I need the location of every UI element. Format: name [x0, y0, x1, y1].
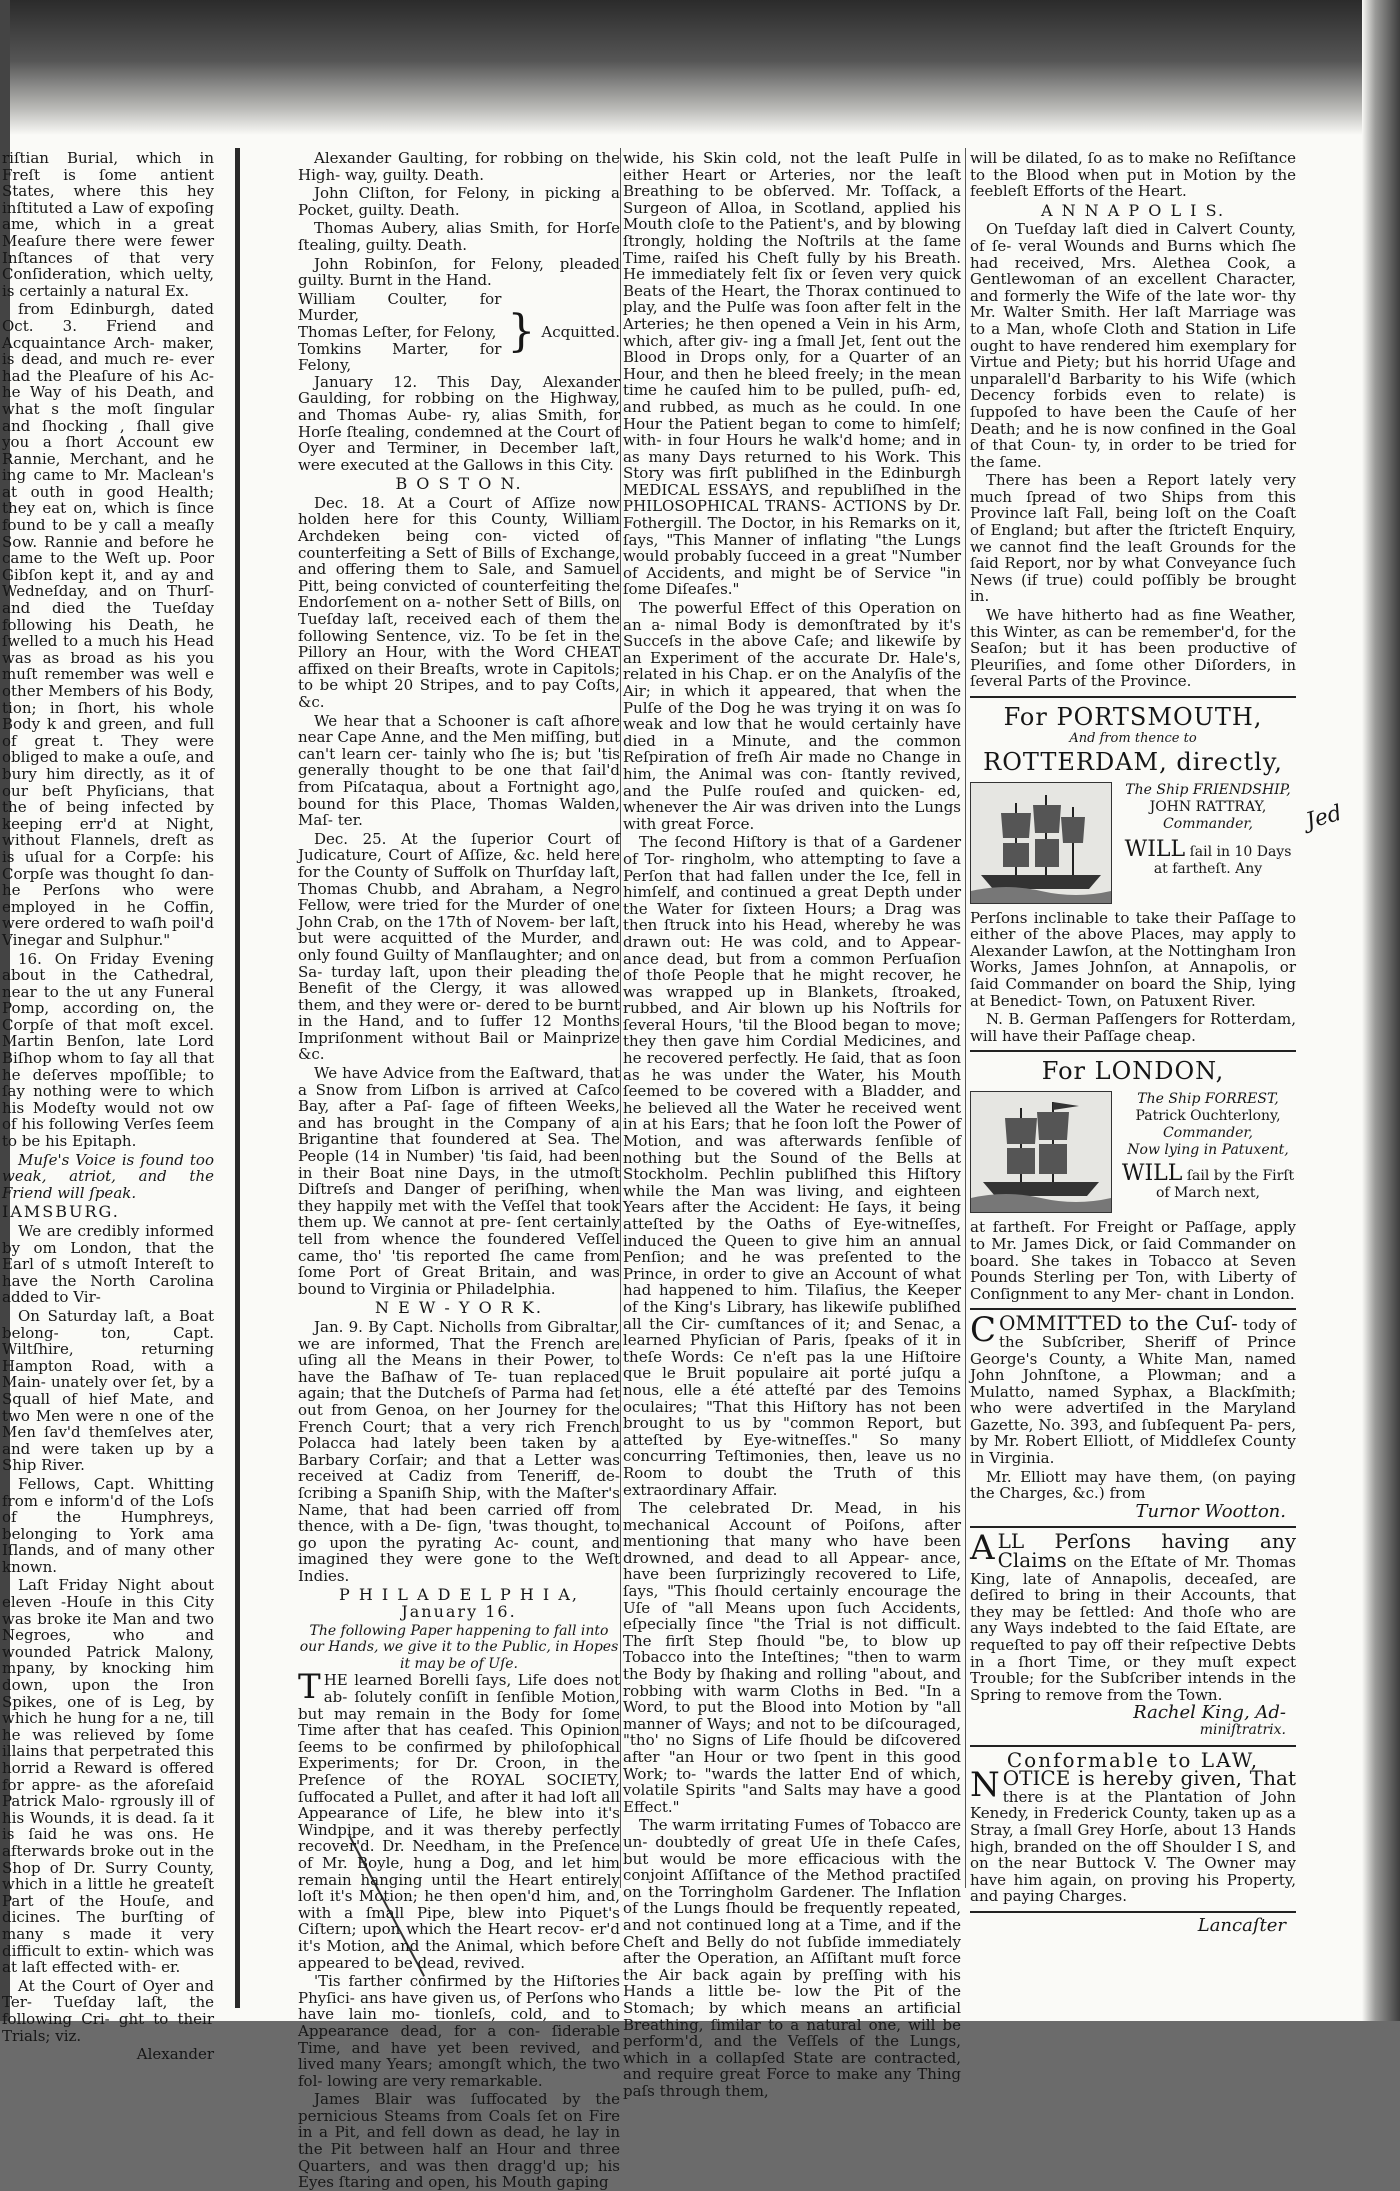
ad1-sub: And from thence to: [1069, 731, 1197, 746]
ad-divider: [970, 1050, 1296, 1052]
ad-divider: [970, 1745, 1296, 1747]
ad1-body-start: ſail in 10 Days at fartheſt. Any: [1153, 843, 1292, 877]
annapolis-para: There has been a Report lately very much ſpread of two Ships from this Province laſt Fall, being loſt on the Coaſt of England; but after the ſtricteſt Enquiry, we cannot find the leaſt Grounds for the ſaid Report, nor by what Conveyance ſuch News (if true) could poſſibly be brought in.: [970, 471, 1296, 606]
ad1-nb: N. B. German Paſſengers for Rotterdam, will have their Paſſage cheap.: [970, 1010, 1296, 1045]
left-para: At the Court of Oyer and Ter- Tueſday laſt, the following Cri- ght to their Trials; viz.: [2, 1976, 214, 2045]
left-para: from Edinburgh, dated Oct. 3. Friend and Acquaintance Arch- maker, is dead, and much re- ever had the Pleaſure of his Ac- he Way of his Death, and what s the moſt ſingular and ſhocking , ſhall give you a ſhort Account ew Rannie, Merchant, and he ing came to Mr. Maclean's at outh in good Health; they eat on, which is ſince found to be y call a meaſly Sow. Rannie and before he came to the Weſt up. Poor Gibſon kept it, and ay and Wedneſday, and on Thurſ- and died the Tueſday following his Death, he ſwelled to a much his Head was as broad as his you muſt remember was well e other Members of his Body, tion; in ſhort, his whole Body k and green, and full of great t. They were obliged to make a ouſe, and bury him directly, as it of our beſt Phyſicians, that the of being infected by keeping err'd at Night, without Flannels, dreſt as is uſual for a Corpſe: his Corpſe was thought ſo dan- he Perſons who were employed in he Coffin, were ordered to waſh poil'd Vinegar and Sulphur.": [2, 300, 214, 949]
scan-shadow-right: [1362, 0, 1400, 2021]
ad1-for: For PORTSMOUTH,: [1003, 703, 1263, 731]
king-notice: [970, 1528, 1296, 1704]
scan-shadow-top: [0, 0, 1400, 135]
ad2-will: WILL: [1121, 1161, 1183, 1187]
ad-divider: [970, 1911, 1296, 1913]
column-1: [298, 149, 620, 2191]
ad1-block: [970, 782, 1296, 904]
annapolis-para: We have hitherto had as fine Weather, this Winter, as can be remember'd, for the Seaſon; but it has been productive of Pleuriſies, and ſome other Diſorders, in ſeveral Parts of the Province.: [970, 606, 1296, 691]
ad2-body: at fartheſt. For Freight or Paſſage, apply to Mr. James Dick, or ſaid Commander on board. She takes in Tobacco at Seven Pounds Sterling per Ton, with Liberty of Conſignment to any Mer- chant in London.: [970, 1218, 1296, 1303]
ad2-body-start: ſail by the Firſt of March next,: [1155, 1168, 1295, 1202]
trial-entry: John Robinſon, for Felony, pleaded guilty. Burnt in the Hand.: [298, 254, 620, 290]
margin-handwriting: Jed: [1303, 800, 1345, 835]
col3-top: will be dilated, ſo as to make no Reſiſtance to the Blood when put in Motion by the feebleſt Efforts of the Heart.: [970, 149, 1296, 201]
ad1-body: Perſons inclinable to take their Paſſage to either of the above Places, may apply to Alexander Lawſon, at the Nottingham Iron Works, James Johnſon, at Annapolis, or ſaid Commander on board the Ship, lying at Benedict- Town, on Patuxent River.: [970, 908, 1296, 1010]
column-2: [623, 149, 962, 2100]
heading-philadelphia: P H I L A D E L P H I A, January 16.: [339, 1585, 579, 1622]
ad2-for: For LONDON,: [1041, 1057, 1225, 1086]
left-para: riſtian Burial, which in Freſt is ſome antient States, where this hey inſtituted a Law of expoſing ame, which in a great Meaſure there were fewer Inſtances of that very Conſideration, which uelty, is certainly a natural Ex.: [2, 149, 214, 300]
boston-para: Dec. 25. At the ſuperior Court of Judicature, Court of Aſſize, &c. held here for the County of Suffolk on Thurſday laſt, Thomas Chubb, and Abraham, a Negro Fellow, were tried for the Murder of one John Crab, on the 17th of Novem- ber laſt, but were acquitted of the Murder, and only found Guilty of Manſlaughter; and on Sa- turday laſt, upon their pleading the Benefit of the Clergy, it was allowed them, and they were or- dered to be burnt in the Hand, and to ſuffer 12 Months Impriſonment without Bail or Mainprize &c.: [298, 829, 620, 1064]
ad-divider: [970, 1308, 1296, 1310]
column-rule: [620, 148, 621, 1888]
law-lead: OTICE is hereby given, That: [1002, 1766, 1296, 1791]
committed-signature: Turnor Wootton.: [1135, 1500, 1286, 1522]
left-para: 16. On Friday Evening about in the Cathedral, near to the ut any Funeral Pomp, according on, the Corpſe of that moſt excel. Martin Benſon, late Lord Biſhop whom to ſay all that he deſerves mpoſſible; to ſay nothing were to which his Modeſty would not ow of his following Verſes ſeem to be his Epitaph.: [2, 949, 214, 1151]
law-heading: Conformable to LAW,: [1006, 1747, 1260, 1772]
boston-para: We hear that a Schooner is caſt aſhore near Cape Anne, and the Men miſſing, but can't learn cer- tainly who ſhe is; but 'tis generally thought to be one that ſail'd from Piſcataqua, about a Fortnight ago, bound for this Place, Thomas Walden, Maſ- ter.: [298, 711, 620, 830]
ad1-dest: ROTTERDAM, directly,: [983, 747, 1283, 776]
law-notice: [970, 1765, 1296, 1906]
col2-para: The celebrated Dr. Mead, in his mechanical Account of Poiſons, after mentioning that many who have been drowned, and dead to all Appear- ance, have been ſurprizingly recovered to Life, ſays, "This ſhould certainly encourage the Uſe of "all Means upon ſuch Accidents, eſpecially ſince "the Trial is not difficult. The firſt Step ſhould "be, to blow up Tobacco into the Inteſtines; "then to warm the Body by ſhaking and rolling "about, and robbing with warm Cloths in Bed. "In a Word, to put the Blood into Motion by "all manner of Ways; and not to be diſcouraged, "tho' no Signs of Life ſhould be diſcovered after "an Hour or two ſpent in this good Work; to- "wards the latter End of which, volatile Spirits "and Salts may have a good Effect.": [623, 1499, 961, 1816]
acquitted-group: [298, 291, 620, 374]
borelli-text: HE learned Borelli ſays, Life does not ab- ſolutely conſiſt in ſenſible Motion, but may remain in the Body for ſome Time after that has ceaſed. This Opinion ſeems to be confirmed by philoſophical Experiments; for Dr. Croon, in the Preſence of the ROYAL SOCIETY, ſuffocated a Pullet, and after it had loſt all Appearance of Life, he blew into it's Windpipe, and it was thereby perfectly recover'd. Dr. Needham, in the Preſence of Mr. Boyle, hung a Dog, and let him remain hanging until the Heart entirely loſt it's Motion; he then open'd him, and, with a ſmall Pipe, blew into Piquet's Ciſtern; upon which the Heart recov- er'd it's Motion, and the Animal, which before appeared to be dead, revived.: [298, 1671, 620, 1972]
col2-para: The warm irritating Fumes of Tobacco are un- doubtedly of great Uſe in theſe Caſes, but would be more efficacious with the conjoint Aſſiſtance of the Method practiſed on the Torringholm Gardener. The Inflation of the Lungs ſhould be frequently repeated, and not continued long at a Time, and if the Cheſt and Belly do not ſubſide immediately after the Operation, an Aſſiſtant muſt force the Air back again by preſſing with his Hands a little be- low the Pit of the Stomach; by which means an artificial Breathing, ſimilar to a natural one, will be perform'd, and the Veſſels of the Lungs, which in a collapſed State are contracted, and require great Force to make any Thing paſs through them,: [623, 1816, 962, 2100]
law-body: there is at the Plantation of John Kenedy, in Frederick County, taken up as a Stray, a ſmall Grey Horſe, about 13 Hands high, branded on the off Shoulder I S, and on the near Buttock V. The Owner may have him again, on proving his Property, and paying Charges.: [970, 1787, 1296, 1906]
column-rule: [965, 148, 966, 1888]
committed-notice: [970, 1310, 1296, 1468]
trial-entry: Thomas Aubery, alias Smith, for Horſe ſtealing, guilty. Death.: [298, 219, 620, 254]
acquitted-label: Acquitted.: [541, 322, 620, 341]
trial-intro: Alexander Gaulting, for robbing on the High- way, guilty. Death.: [298, 149, 620, 184]
acquitted-name: William Coulter, for Murder,: [298, 289, 502, 325]
left-para: On Saturday laſt, a Boat belong- ton, Capt. Wiltſhire, returning Hampton Road, with a Main- unately over ſet, by a Squall of hief Mate, and two Men were n one of the Men ſav'd themſelves ater, and were taken up by a Ship River.: [2, 1306, 214, 1475]
left-para: We are credibly informed by om London, that the Earl of s utmoſt Intereſt to have the North Carolina added to Vir-: [2, 1222, 214, 1307]
drop-cap: N: [970, 1765, 1000, 1806]
ad2-lying: Now lying in Patuxent,: [1127, 1142, 1289, 1159]
borelli-para: [298, 1667, 620, 1972]
heading-annapolis: A N N A P O L I S.: [1040, 200, 1226, 220]
ad2-block: [970, 1091, 1296, 1213]
boston-para: We have Advice from the Eaſtward, that a Snow from Liſbon is arrived at Caſco Bay, after a Paſ- ſage of fifteen Weeks, and has brought in the Company of a Brigantine that foundered at Sea. The People (14 in Number) 'tis ſaid, had been in their Boat nine Days, in the utmoſt Diſtreſs and Danger of periſhing, when they happily met with the Veſſel that took them up. We cannot at pre- ſent certainly tell from whence the foundered Veſſel came, tho' 'tis reported ſhe came from ſome Port of Great Britain, and was bound to Virginia or Philadelphia.: [298, 1064, 620, 1298]
ad1-will: WILL: [1124, 836, 1186, 862]
acquitted-name: Thomas Leſter, for Felony,: [298, 322, 497, 341]
ad2-role: Commander,: [1163, 1125, 1253, 1142]
catchword: Lancaſter: [1197, 1914, 1286, 1936]
blair-para: James Blair was ſuffocated by the pernicious Steams from Coals ſet on Fire in a Pit, and fell down as dead, he lay in the Pit between half an Hour and three Quarters, and was then dragg'd up; his Eyes ſtaring and open, his Mouth gaping: [298, 2090, 620, 2191]
annapolis-para: On Tueſday laſt died in Calvert County, of ſe- veral Wounds and Burns which ſhe had received, Mrs. Alethea Cook, a Gentlewoman of an excellent Character, and formerly the Wife of the late wor- thy Mr. Walter Smith. Her laſt Marriage was to a Man, whoſe Cloth and Station in Life ought to have rendered him exemplary for Virtue and Piety; but his horrid Uſage and unparalell'd Barbarity to his Wife (which Decency forbids even to relate) is ſuppoſed to have been the Cauſe of her Death; and he is now confined in the Goal of that Coun- ty, in order to be tried for the ſame.: [970, 220, 1296, 471]
execution-notice: January 12. This Day, Alexander Gaulding, for robbing on the Highway, and Thomas Aube- ry, alias Smith, for Horſe ſtealing, condemned at the Court of Oyer and Terminer, in December laſt, were executed at the Gallows in this City.: [298, 372, 620, 474]
king-signature-title: miniſtratrix.: [1199, 1721, 1286, 1738]
col2-para: The ſecond Hiſtory is that of a Gardener of Tor- ringholm, who attempting to ſave a Perſon that had fallen under the Ice, fell in himſelf, and continued a great Depth under the Water for ſixteen Hours; a Drag was then ſtruck into his Head, whereby he was drawn out: He was cold, and to Appear- ance dead, but from a common Perſuaſion of thoſe People that he might recover, he was wrapped up in Blankets, ſtroaked, rubbed, and Air blown up his Noſtrils for ſeveral Hours, 'til the Blood began to move; they then gave him Cordial Medicines, and he recovered perfectly. He ſaid, that as ſoon as he was under the Water, his Mouth ſeemed to be covered with a Bladder, and he believed all the Water he received went in at his Ears; that he ſoon loſt the Power of Motion, and was afterwards ſenſible of nothing but the Sound of the Bells at Stockholm. Pechlin publiſhed this Hiſtory while the Man was living, and eighteen Years after the Accident: He ſays, it being atteſted by the Oaths of Eye-witneſſes, induced the Queen to give him an annual Penſion; and he was preſented to the Prince, in order to give an Account of what had happened to him. Tilaſius, the Keeper of the King's Library, has likewiſe publiſhed all the Cir- cumſtances of it; and Senac, a learned Phyſician of Paris, ſpeaks of it in theſe Words: Ce n'eſt pas la une Hiſtoire que le Bruit populaire ait porté juſqu a nous, elle a été atteſté par des Temoins oculaires; "That this Hiſtory has not been brought to us by "common Report, but atteſted by Eye-witneſſes." So many concurring Teſtimonies, then, leave us no Room to doubt the Truth of this extraordinary Affair.: [623, 833, 961, 1499]
ad1-role: Commander,: [1163, 815, 1253, 832]
left-partial-column: [2, 150, 214, 2070]
ship-woodcut-icon: [970, 782, 1112, 904]
left-para: Laſt Friday Night about eleven -Houſe in this City was broke ite Man and two Negroes, who and wounded Patrick Malony, mpany, by knocking him down, upon the Iron Spikes, one of is Leg, by which he hung for a ne, till he was relieved by ſome illains that perpetrated this horrid a Reward is offered for appre- as the aforeſaid Patrick Malo- rgrously ill of his Wounds, it is dead. ſa it is ſaid he was ons. He afterwards broke out in the Shop of Dr. Surry County, which in a little he greateſt Part of the Houſe, and dicines. The burſting of many s made it very difficult to extin- which was at laſt effected with- er.: [2, 1576, 214, 1977]
ad-divider: [970, 696, 1296, 698]
ship-woodcut-icon: [970, 1091, 1112, 1213]
left-para: Fellows, Capt. Whitting from e inform'd of the Loſs of the Humphreys, belonging to York ama Iſlands, and of many other known.: [2, 1474, 214, 1576]
ad2-ship: The Ship FORREST,: [1137, 1091, 1279, 1108]
heading-new-york: N E W - Y O R K.: [375, 1298, 543, 1318]
newyork-para: Jan. 9. By Capt. Nicholls from Gibraltar, we are informed, That the French are uſing all the Means in their Power, to have the Baſhaw of Te- tuan replaced again; that the Dutcheſs of Parma had ſet out from Genoa, on her Journey for the French Court; that a very rich French Polacca had lately been taken by a Barbary Corſair; and that a Letter was received at Cadiz from Teneriff, de- ſcribing a Spaniſh Ship, with the Maſter's Name, that had been carried off from thence, with a De- ſign, 'twas thought, to go upon the pyrating Ac- count, and imagined they were gone to the Weſt Indies.: [298, 1317, 620, 1585]
ad1-ship: The Ship FRIENDSHIP,: [1125, 781, 1291, 798]
left-catchword: Alexander: [136, 2045, 214, 2064]
column-border-left: [235, 148, 240, 2008]
column-3: [970, 149, 1296, 1936]
ad1-master: JOHN RATTRAY,: [1149, 798, 1267, 815]
ad2-master: Patrick Ouchterlony,: [1135, 1108, 1281, 1125]
king-signature: Rachel King, Ad-: [1133, 1702, 1286, 1724]
king-lead: LL Perſons having any Claims: [997, 1529, 1296, 1573]
drop-cap: C: [970, 1310, 997, 1351]
drop-cap: T: [298, 1667, 321, 1708]
committed-lead: OMMITTED to the Cuſ-: [999, 1311, 1238, 1336]
left-heading-williamsburg: IAMSBURG.: [2, 1202, 120, 1222]
committed-body2: Mr. Elliott may have them, (on paying the Charges, &c.) from: [970, 1467, 1296, 1503]
acquitted-name: Tomkins Marter, for Felony,: [298, 339, 502, 375]
philadelphia-subhead: The following Paper happening to fall into our Hands, we give it to the Public, in Hopes it may be of Uſe.: [299, 1622, 619, 1672]
boston-para: Dec. 18. At a Court of Aſſize now holden here for this County, William Archdeken being con- victed of counterfeiting a Sett of Bills of Exchange, and offering them to Sale, and Samuel Pitt, being convicted of counterfeiting the Endorſement on a- nother Sett of Bills, on Tueſday laſt, received each of them the following Sentence, viz. To be ſet in the Pillory an Hour, with the Word CHEAT affixed on their Breaſts, wrote in Capitols; to be whipt 20 Stripes, and to pay Coſts, &c.: [298, 493, 620, 711]
committed-body: tody of the Subſcriber, Sheriff of Prince George's County, a White Man, named John Johnſtone, a Plowman; and a Mulatto, named Syphax, a Blackſmith; who were advertiſed in the Maryland Gazette, No. 393, and ſubſequent Pa- pers, by Mr. Robert Elliott, of Middleſex County in Virginia.: [970, 1316, 1296, 1468]
left-para: Muſe's Voice is found too weak, atriot, and the Friend will ſpeak.: [2, 1150, 214, 1202]
king-body: on the Eſtate of Mr. Thomas King, late of Annapolis, deceaſed, are deſired to bring in their Accounts, that they may be ſettled: And thoſe who are any Ways indebted to the ſaid Eſtate, are requeſted to pay off their reſpective Debts in a ſhort Time, or they muſt expect Trouble; for the Subſcriber intends in the Spring to remove from the Town.: [970, 1553, 1296, 1704]
confirm-para: 'Tis farther confirmed by the Hiſtories Phyſici- ans have given us, of Perſons who have lain mo- tionleſs, cold, and to Appearance dead, for a con- ſiderable Time, and have yet been revived, and lived many Years; amongſt which, the two fol- lowing are very remarkable.: [298, 1972, 620, 2090]
drop-cap: A: [970, 1528, 995, 1569]
col2-para: The powerful Effect of this Operation on an a- nimal Body is demonſtrated by it's Succeſs in the above Caſe; and likewiſe by an Experiment of the accurate Dr. Hale's, related in his Chap. er on the Analyſis of the Air; in which it appeared, that when the Pulſe of the Dog he was trying it on was ſo weak and low that he would certainly have died in a Minute, and the common Reſpiration of freſh Air made no Change in him, the Animal was con- ſtantly revived, and the Pulſe rouſed and quicken- ed, whenever the Air was driven into the Lungs with great Force.: [623, 599, 961, 833]
heading-boston: B O S T O N.: [395, 474, 523, 494]
col2-para: wide, his Skin cold, not the leaſt Pulſe in either Heart or Arteries, nor the leaſt Breathing to be obſerved. Mr. Toſſack, a Surgeon of Alloa, in Scotland, applied his Mouth cloſe to the Patient's, and by blowing ſtrongly, holding the Noſtrils at the ſame Time, raiſed his Cheſt fully by his Breath. He immediately felt ſix or ſeven very quick Beats of the Heart, the Thorax continued to play, and the Pulſe was ſoon after felt in the Arteries; he then opened a Vein in his Arm, which, after giv- ing a ſmall Jet, ſent out the Blood in Drops only, for a Quarter of an Hour, and then he bleed freely; in the mean time he cauſed him to be pulled, puſh- ed, and rubbed, as much as he could. In one Hour the Patient began to come to himſelf; with- in four Hours he walk'd home; and in as many Days returned to his Work. This Story was firſt publiſhed in the Edinburgh MEDICAL ESSAYS, and republiſhed in the PHILOSOPHICAL TRANS- ACTIONS by Dr. Fothergill. The Doctor, in his Remarks on it, ſays, "This Manner of inflating "the Lungs would probably ſucceed in a great "Number of Accidents, and might be of Service "in ſome Diſeaſes.": [623, 149, 961, 599]
trial-entry: John Cliſton, for Felony, in picking a Pocket, guilty. Death.: [298, 184, 620, 219]
brace-glyph: }: [507, 306, 536, 358]
